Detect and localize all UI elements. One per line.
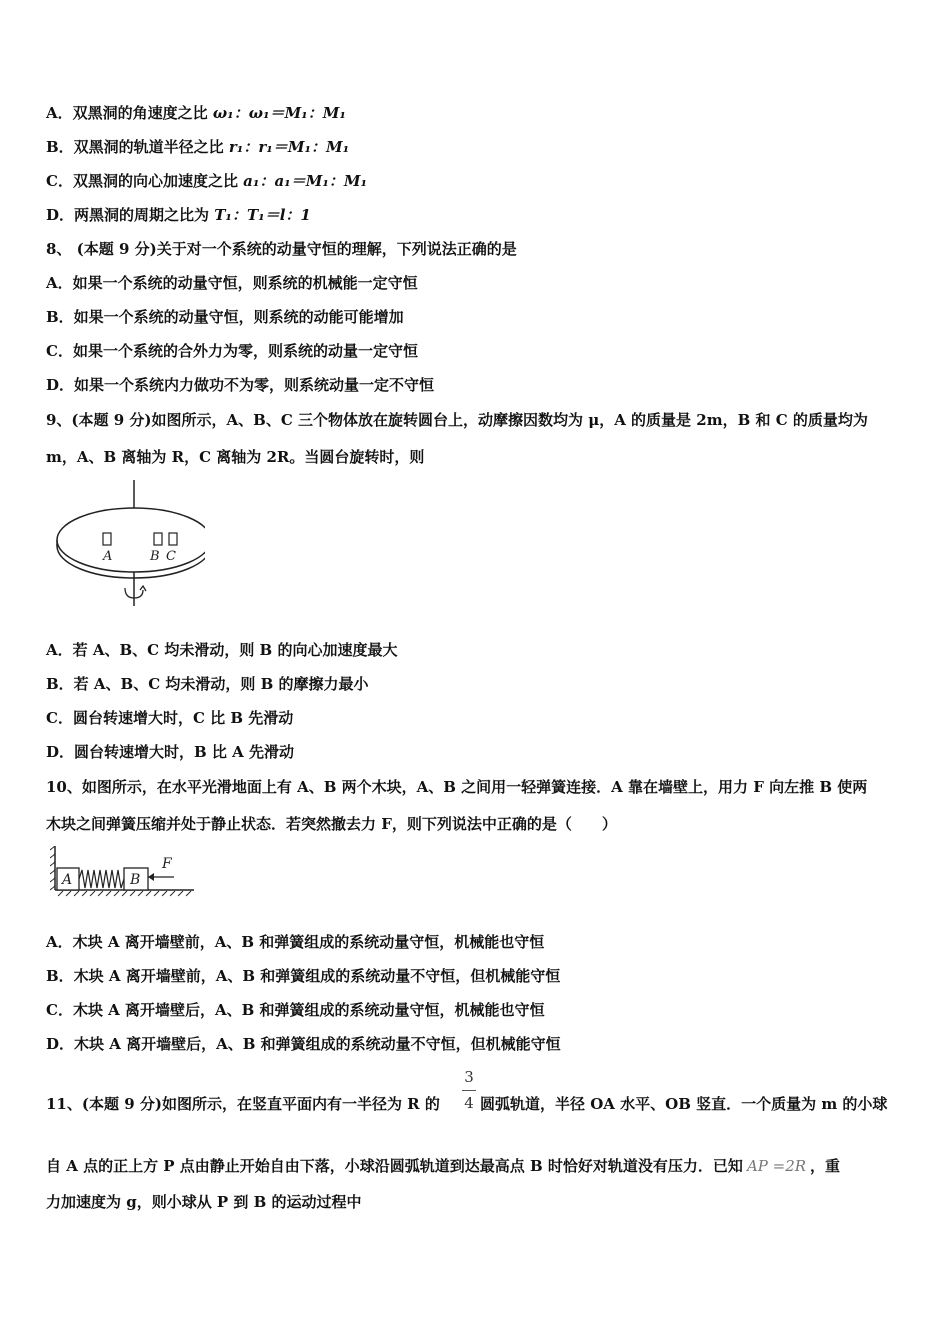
- q8-option-b: B．如果一个系统的动量守恒，则系统的动能可能增加: [46, 308, 404, 326]
- q8-option-a: A．如果一个系统的动量守恒，则系统的机械能一定守恒: [46, 274, 418, 292]
- q10-option-d: D．木块 A 离开墙壁后，A、B 和弹簧组成的系统动量不守恒，但机械能守恒: [46, 1035, 561, 1053]
- disk-label-a: A: [103, 549, 113, 564]
- fraction-bar: [462, 1090, 476, 1091]
- q9-stem-line1: 9、(本题 9 分)如图所示，A、B、C 三个物体放在旋转圆台上，动摩擦因数均为 μ，A 的质量是 2m，B 和 C 的质量均为: [46, 411, 868, 429]
- q11-stem-line1b: 圆弧轨道，半径 OA 水平、OB 竖直．一个质量为 m 的小球: [480, 1095, 888, 1113]
- spring-blocks-figure: [50, 846, 200, 898]
- q8-stem: 8、 (本题 9 分)关于对一个系统的动量守恒的理解，下列说法正确的是: [46, 240, 517, 258]
- q9-option-b: B．若 A、B、C 均未滑动，则 B 的摩擦力最小: [46, 675, 369, 693]
- q10-stem-line2: 木块之间弹簧压缩并处于静止状态．若突然撤去力 F，则下列说法中正确的是（ ）: [46, 815, 617, 833]
- force-label-f: F: [162, 856, 172, 872]
- block-label-b: B: [130, 872, 141, 888]
- q11-stem-line1a: 11、(本题 9 分)如图所示，在竖直平面内有一半径为 R 的: [46, 1095, 440, 1113]
- q11-stem-line3: 力加速度为 g，则小球从 P 到 B 的运动过程中: [46, 1193, 362, 1211]
- q7-option-d: D．两黑洞的周期之比为 T₁：T₁＝l：1: [46, 206, 311, 224]
- fraction-denominator: 4: [464, 1094, 474, 1112]
- fraction-numerator: 3: [464, 1068, 474, 1086]
- q8-option-d: D．如果一个系统内力做功不为零，则系统动量一定不守恒: [46, 376, 435, 394]
- q7-option-a: A．双黑洞的角速度之比 ω₁：ω₁＝M₁：M₁: [46, 104, 346, 122]
- rotating-disk-figure: [45, 478, 205, 613]
- q10-option-b: B．木块 A 离开墙壁前，A、B 和弹簧组成的系统动量不守恒，但机械能守恒: [46, 967, 561, 985]
- q7-option-b: B．双黑洞的轨道半径之比 r₁：r₁＝M₁：M₁: [46, 138, 350, 156]
- q7-option-c-expr: a₁：a₁＝M₁：M₁: [243, 172, 368, 190]
- q7-option-c: C．双黑洞的向心加速度之比 a₁：a₁＝M₁：M₁: [46, 172, 368, 190]
- block-label-a: A: [62, 872, 73, 888]
- q9-option-a: A．若 A、B、C 均未滑动，则 B 的向心加速度最大: [46, 641, 398, 659]
- q10-option-c: C．木块 A 离开墙壁后，A、B 和弹簧组成的系统动量守恒，机械能也守恒: [46, 1001, 545, 1019]
- q11-stem-line2: 自 A 点的正上方 P 点由静止开始自由下落，小球沿圆弧轨道到达最高点 B 时恰好对轨道没有压力．已知 AP =2R ，重: [46, 1157, 841, 1175]
- q7-option-d-expr: T₁：T₁＝l：1: [214, 206, 311, 224]
- q8-option-c: C．如果一个系统的合外力为零，则系统的动量一定守恒: [46, 342, 418, 360]
- q9-option-c: C．圆台转速增大时，C 比 B 先滑动: [46, 709, 294, 727]
- q10-option-a: A．木块 A 离开墙壁前，A、B 和弹簧组成的系统动量守恒，机械能也守恒: [46, 933, 545, 951]
- q9-stem-line2: m，A、B 离轴为 R，C 离轴为 2R。当圆台旋转时，则: [46, 448, 425, 466]
- disk-label-c: C: [166, 549, 176, 564]
- disk-label-b: B: [150, 549, 160, 564]
- q10-stem-line1: 10、如图所示，在水平光滑地面上有 A、B 两个木块，A、B 之间用一轻弹簧连接．A 靠在墙壁上，用力 F 向左推 B 使两: [46, 778, 868, 796]
- q9-option-d: D．圆台转速增大时，B 比 A 先滑动: [46, 743, 294, 761]
- q7-option-a-expr: ω₁：ω₁＝M₁：M₁: [212, 104, 346, 122]
- q7-option-b-expr: r₁：r₁＝M₁：M₁: [228, 138, 350, 156]
- formula-ap: AP =2R: [746, 1157, 807, 1175]
